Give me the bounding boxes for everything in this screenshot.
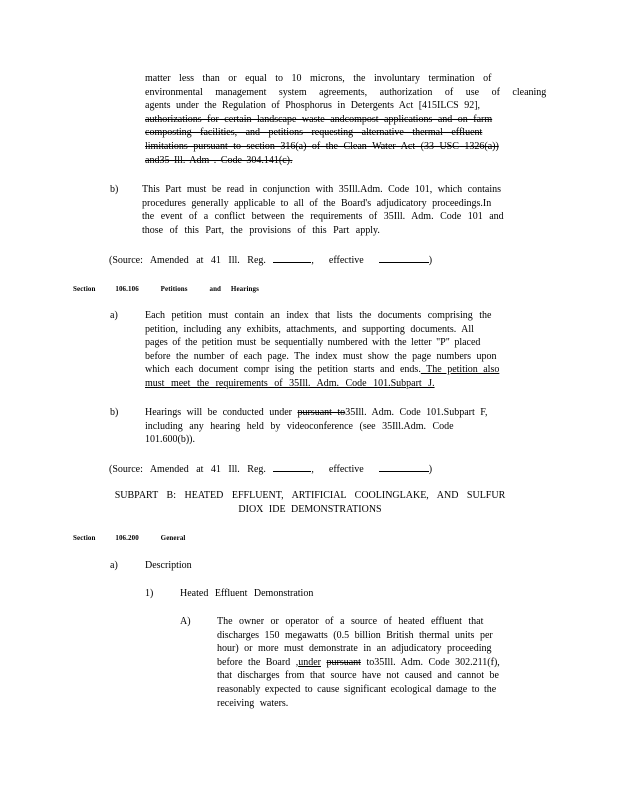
item-title: Description xyxy=(145,560,192,571)
text-line: petition, including any exhibits, attachments, and supporting documents. All xyxy=(145,323,474,335)
source-note xyxy=(109,462,432,475)
paragraph-b-part xyxy=(142,183,532,237)
paragraph-A-owner xyxy=(217,615,535,710)
source-note xyxy=(109,253,432,266)
section-heading xyxy=(73,534,185,542)
text-line: procedures generally applicable to all of the Board's adjudicatory proceedings.In xyxy=(142,197,492,209)
text-line: This Part must be read in conjunction with 35Ill.Adm. Code 101, which contains xyxy=(142,184,502,195)
text-segment: to35Ill. Adm. Code 302.211(f), xyxy=(360,656,500,668)
item-label: A) xyxy=(180,616,191,627)
text-line: that discharges from that source have not caused and cannot be xyxy=(217,670,499,682)
item-label: b) xyxy=(110,184,119,195)
subpart-title-line: SUBPART B: HEATED EFFLUENT, ARTIFICIAL COOLINGLAKE, AND SULFUR xyxy=(114,490,506,501)
section-title: General xyxy=(160,534,186,542)
effective-label: effective xyxy=(328,464,364,475)
paragraph-continuation xyxy=(145,72,547,167)
deleted-text-line: limitations pursuant to section 316(a) of the Clean Water Act (33 USC 1326(a)) xyxy=(145,140,499,152)
text-line: Each petition must contain an index that lists the documents comprising the xyxy=(145,310,492,321)
text-line xyxy=(145,406,530,420)
deleted-text: pursuant to xyxy=(297,407,346,418)
inserted-text-line: must meet the requirements of 35Ill. Adm. Code 101.Subpart J. xyxy=(145,377,435,389)
inserted-text: under xyxy=(298,656,321,668)
text-line: hour) or more must demonstrate in an adjudicatory proceeding xyxy=(217,643,492,655)
item-label: a) xyxy=(110,560,118,571)
paragraph-a-petition xyxy=(145,309,530,391)
section-title: and xyxy=(209,285,222,293)
text-line: receiving waters. xyxy=(217,697,289,709)
text-line: matter less than or equal to 10 microns, the involuntary termination of xyxy=(145,73,492,84)
section-heading xyxy=(73,285,259,293)
source-text: (Source: Amended at 41 Ill. Reg. xyxy=(109,464,266,475)
blank-line xyxy=(273,253,311,263)
close-paren: ) xyxy=(428,255,433,266)
close-paren: ) xyxy=(428,464,433,475)
text-segment: before the Board , xyxy=(217,656,299,668)
subpart-heading xyxy=(60,489,560,517)
text-segment: Hearings will be conducted under xyxy=(145,407,298,418)
text-line: before the number of each page. The index must show the page numbers upon xyxy=(145,350,497,362)
section-number: 106.200 xyxy=(115,534,139,542)
text-line: the event of a conflict between the requirements of 35Ill. Adm. Code 101 and xyxy=(142,211,504,223)
comma: , xyxy=(311,255,314,266)
source-text: (Source: Amended at 41 Ill. Reg. xyxy=(109,255,266,266)
subpart-title-line: DIOX IDE DEMONSTRATIONS xyxy=(238,504,382,515)
text-line: including any hearing held by videoconference (see 35Ill.Adm. Code xyxy=(145,420,454,432)
blank-line xyxy=(273,462,311,472)
blank-line xyxy=(379,253,429,263)
text-line xyxy=(145,363,530,377)
text-line: pages of the petition must be sequentially numbered with the letter "P" placed xyxy=(145,337,481,349)
item-label: a) xyxy=(110,310,118,321)
text-line: reasonably expected to cause significant ecological damage to the xyxy=(217,683,497,695)
section-title: Hearings xyxy=(230,285,259,293)
deleted-text-line: authorizations for certain landscape waste andcompost applications and on farm xyxy=(145,113,493,125)
text-line: The owner or operator of a source of heated effluent that xyxy=(217,616,484,627)
section-word: Section xyxy=(73,534,96,542)
deleted-text-line: composting facilities, and petitions requesting alternative thermal effluent xyxy=(145,127,483,139)
section-word: Section xyxy=(73,285,96,293)
item-label: b) xyxy=(110,407,119,418)
text-segment: which each document compr ising the petition starts and ends. xyxy=(145,364,421,376)
text-segment: 35Ill. Adm. Code 101.Subpart F, xyxy=(345,407,488,418)
deleted-text-line: and35 Ill. Adm . Code 304.141(c). xyxy=(145,154,293,166)
inserted-text: The petition also xyxy=(420,364,500,376)
paragraph-b-hearings xyxy=(145,406,530,447)
section-title: Petitions xyxy=(160,285,188,293)
text-line: discharges 150 megawatts (0.5 billion British thermal units per xyxy=(217,629,493,641)
text-line: those of this Part, the provisions of this Part apply. xyxy=(142,224,380,236)
item-title: Heated Effluent Demonstration xyxy=(180,588,314,599)
text-line: environmental management system agreements, authorization of use of cleaning xyxy=(145,86,547,98)
effective-label: effective xyxy=(328,255,364,266)
text-line xyxy=(217,656,535,670)
comma: , xyxy=(311,464,314,475)
section-number: 106.106 xyxy=(115,285,139,293)
item-label: 1) xyxy=(145,588,154,599)
text-line: agents under the Regulation of Phosphorus in Detergents Act [415ILCS 92], xyxy=(145,100,481,112)
text-line: 101.600(b)). xyxy=(145,434,195,446)
blank-line xyxy=(379,462,429,472)
deleted-text: pursuant xyxy=(326,656,361,668)
